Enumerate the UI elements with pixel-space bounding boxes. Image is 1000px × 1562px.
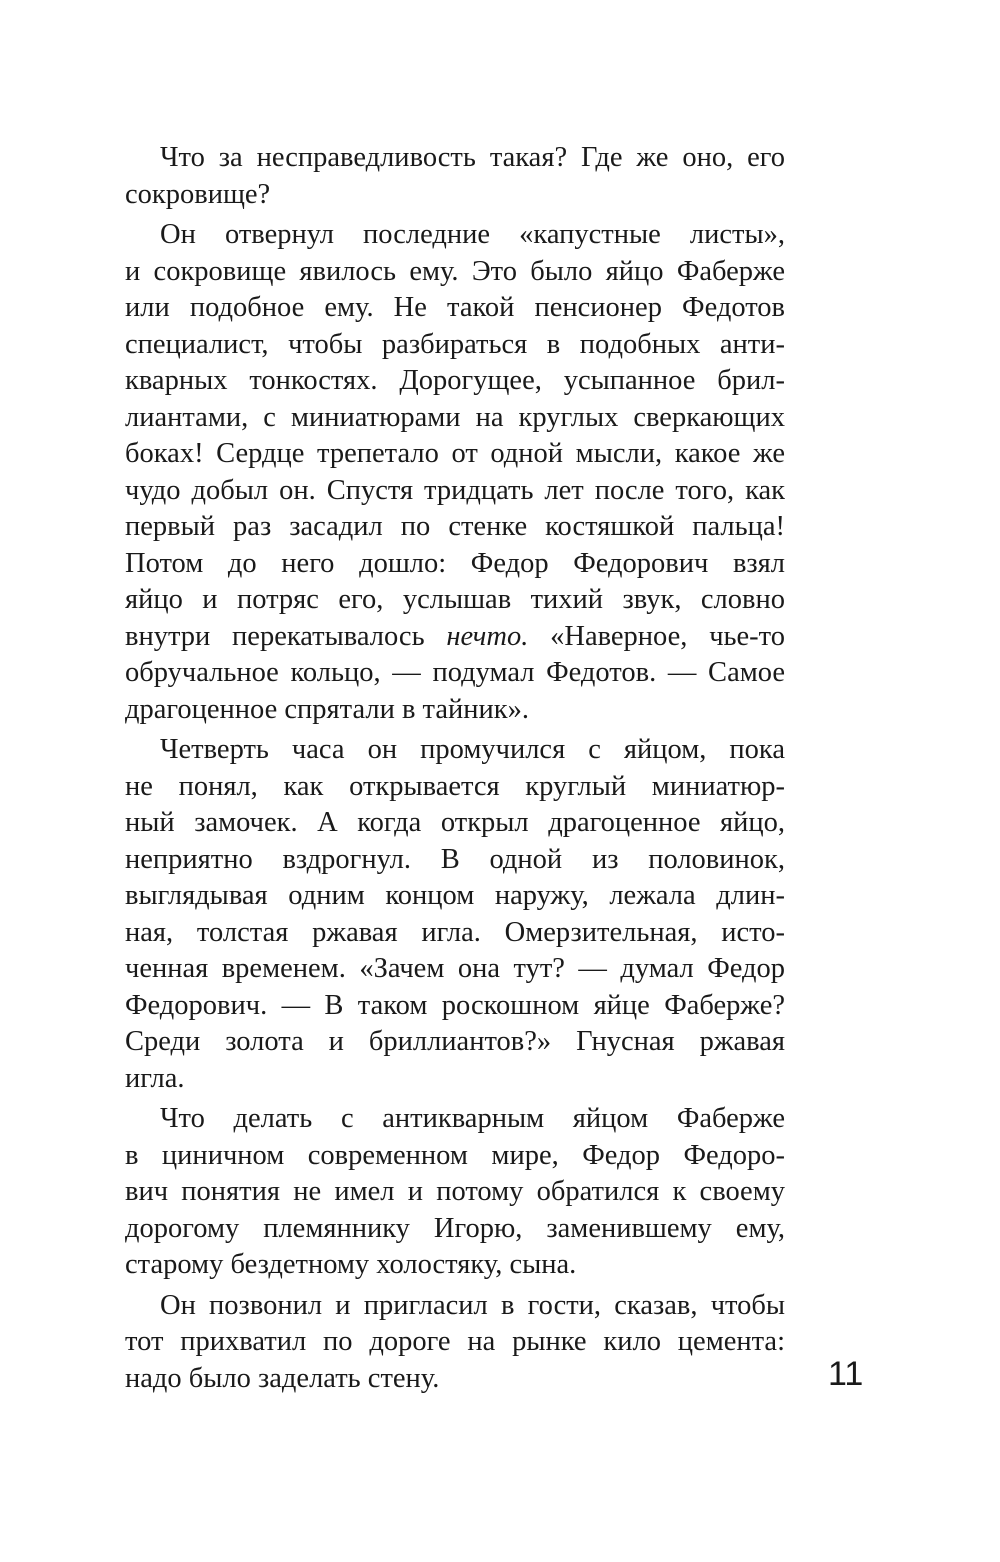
paragraph-5 bbox=[125, 1288, 785, 1398]
text-line: или подобное ему. Не такой пенсионер Федотов bbox=[125, 292, 785, 323]
text-line: дорогому племяннику Игорю, заменившему ему, bbox=[125, 1212, 785, 1244]
text-line: первый раз засадил по стенке костяшкой пальца! bbox=[125, 511, 785, 542]
text-line: ный замочек. А когда открыл драгоценное яйцо, bbox=[125, 807, 785, 838]
text-line: неприятно вздрогнул. В одной из половинок, bbox=[125, 843, 785, 875]
paragraph-1 bbox=[125, 140, 785, 213]
text-line: Он позвонил и пригласил в гости, сказав, чтобы bbox=[160, 1289, 785, 1321]
text-line: Что за несправедливость такая? Где же оно, его bbox=[160, 142, 785, 173]
text-line: яйцо и потряс его, услышав тихий звук, словно bbox=[125, 584, 785, 615]
text-line: и сокровище явилось ему. Это было яйцо Фаберже bbox=[125, 255, 785, 287]
text-line: игла. bbox=[125, 1062, 185, 1094]
paragraph-3 bbox=[125, 732, 785, 1097]
text-line: Четверть часа он промучился с яйцом, пока bbox=[160, 734, 785, 765]
text-line: лиантами, с миниатюрами на круглых сверкающих bbox=[125, 401, 785, 433]
text-line: ченная временем. «Зачем она тут? — думал Федор bbox=[125, 953, 785, 984]
text-line: чудо добыл он. Спустя тридцать лет после того, как bbox=[125, 474, 785, 506]
text-segment: внутри перекатывалось bbox=[125, 620, 425, 652]
text-line: Потом до него дошло: Федор Федорович взял bbox=[125, 547, 785, 579]
text-line-mixed bbox=[125, 619, 785, 656]
text-line: старому бездетному холостяку, сына. bbox=[125, 1249, 577, 1280]
page-number: 11 bbox=[828, 1355, 864, 1393]
text-line: обручальное кольцо, — подумал Федотов. — Самое bbox=[125, 657, 785, 688]
text-line: тот прихватил по дороге на рынке кило цемента: bbox=[125, 1326, 785, 1357]
text-line: специалист, чтобы разбираться в подобных анти- bbox=[125, 328, 785, 360]
text-line: не понял, как открывается круглый миниатюр- bbox=[125, 770, 785, 802]
text-line: сокровище? bbox=[125, 178, 271, 210]
text-line: Федорович. — В таком роскошном яйце Фаберже? bbox=[125, 989, 785, 1021]
text-line: вич понятия не имел и потому обратился к своему bbox=[125, 1176, 785, 1207]
text-line: кварных тонкостях. Дорогущее, усыпанное брил- bbox=[125, 365, 785, 396]
text-line: ная, толстая ржавая игла. Омерзительная, исто- bbox=[125, 916, 785, 948]
text-line: драгоценное спрятали в тайник». bbox=[125, 693, 529, 725]
text-line: выглядывая одним концом наружу, лежала длин- bbox=[125, 880, 785, 911]
text-line: Среди золота и бриллиантов?» Гнусная ржавая bbox=[125, 1026, 785, 1057]
text-line: надо было заделать стену. bbox=[125, 1362, 440, 1394]
text-segment: «Наверное, чье-то bbox=[550, 620, 785, 652]
paragraph-2 bbox=[125, 217, 785, 728]
italic-word: нечто. bbox=[446, 620, 529, 652]
text-line: Он отвернул последние «капустные листы», bbox=[160, 219, 785, 250]
text-line: в циничном современном мире, Федор Федоро- bbox=[125, 1139, 785, 1171]
text-line: Что делать с антикварным яйцом Фаберже bbox=[160, 1103, 785, 1134]
book-page-body bbox=[125, 140, 785, 1397]
text-line: боках! Сердце трепетало от одной мысли, какое же bbox=[125, 438, 785, 469]
paragraph-4 bbox=[125, 1101, 785, 1284]
